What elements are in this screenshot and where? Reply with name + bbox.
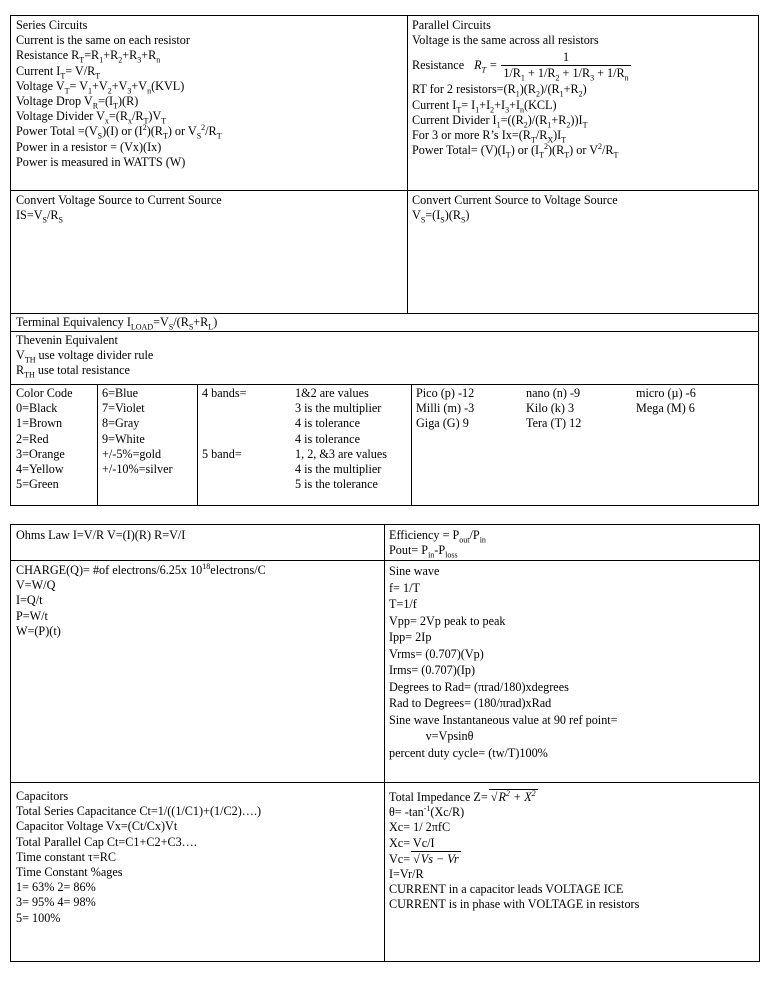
text-line: Power Total $=(V_S)(I)$ or $(I^2)(R_T)$ or $V_S^2/R_T$ [16, 123, 222, 141]
text-line: Color Code [16, 386, 73, 400]
text-line: +/-10%=silver [102, 462, 173, 477]
text-line: +/-5%=gold [102, 446, 162, 461]
convert-i-title: Convert Current Source to Voltage Source [412, 193, 618, 207]
text-line: 4=Yellow [16, 462, 64, 477]
text-line: Irms= (0.707)(Ip) [389, 663, 476, 677]
text-line: Current Divider $I_1=((R_2)/(R_1+R_2))I_T$ [412, 112, 588, 130]
band-count-col [197, 385, 287, 462]
convert-current-source-cell [407, 191, 758, 223]
text-line: Tera (T) 12 [526, 416, 582, 431]
parallel-resistance-formula [412, 48, 758, 82]
parallel-circuits-cell [407, 16, 758, 158]
convert-v-formula: $IS=V_S/R_S$ [16, 208, 63, 225]
sine-wave-cell [384, 561, 759, 761]
text-line: 4 is tolerance [295, 431, 360, 446]
text-line: Total Impedance $Z= √R^2 + X^2$ [389, 788, 536, 804]
charge-lines [16, 563, 384, 639]
text-line: Xc= 1/ 2πfC [389, 820, 451, 835]
text-line: Pout= $P_{in}-P_{loss}$ [389, 543, 458, 560]
text-line: v=Vpsinθ [389, 729, 474, 743]
text-line: 0=Black [16, 401, 58, 416]
text-line: f= 1/T [389, 580, 420, 595]
text-line: 6=Blue [102, 386, 138, 400]
text-line: I=Q/t [16, 593, 43, 608]
prefix-col-1 [411, 385, 521, 432]
terminal-formula: Terminal Equivalency $I_{LOAD}=V_S/(R_S+R_L)$ [16, 315, 218, 332]
text-line: Pico (p) -12 [416, 386, 475, 400]
text-line: Power in a resistor = (Vx)(Ix) [16, 139, 162, 154]
text-line: Efficiency = $P_{out}/P_{in}$ [389, 528, 486, 545]
prefix-list [636, 386, 758, 416]
text-line: 5= 100% [16, 910, 61, 925]
text-line: micro (µ) -6 [636, 386, 696, 400]
text-line: Vpp= 2Vp peak to peak [389, 613, 506, 628]
text-line: Rad to Degrees= (180/πrad)xRad [389, 696, 552, 710]
text-line: Sine wave [389, 564, 440, 578]
text-line: 5 is the tolerance [295, 477, 378, 492]
text-line: Time Constant %ages [16, 865, 123, 880]
text-line: 3 is the multiplier [295, 401, 382, 416]
series-title: Series Circuits [16, 18, 88, 32]
ohms-law-formula: Ohms Law I=V/R V=(I)(R) R=V/I [16, 528, 186, 542]
thevenin-lines [16, 333, 758, 379]
prefix-col-3 [631, 385, 758, 416]
band-count-list [202, 386, 287, 462]
text-line: Current is the same on each resistor [16, 33, 190, 48]
text-line: W=(P)(t) [16, 623, 61, 638]
parallel-title: Parallel Circuits [412, 18, 491, 32]
text-line: Ipp= 2Ip [389, 630, 432, 644]
text-line: 7=Violet [102, 401, 145, 416]
text-line: Voltage $V_T= V_1+V_2+V_3+V_n(KVL)$ [16, 78, 185, 96]
text-line: Voltage Divider $V_x=(R_x/R_T)V_T$ [16, 109, 167, 126]
text-line: Time constant τ=RC [16, 849, 117, 864]
resistance-label: Resistance [412, 57, 465, 72]
fraction-denominator: $1/R_1 + 1/R_2 + 1/R_3 + 1/R_n$ [503, 65, 629, 83]
text-line: Milli (m) -3 [416, 401, 475, 416]
rt-fraction [501, 50, 630, 81]
parallel-lines [412, 82, 758, 158]
text-line: 1&2 are values [295, 386, 369, 400]
efficiency-lines [389, 528, 759, 558]
text-line: 8=Gray [102, 416, 140, 431]
rt-label: $R_T$ = [474, 57, 498, 75]
charge-cell [11, 561, 384, 639]
convert-voltage-source-cell [11, 191, 407, 223]
text-line: $V_{TH}$ use voltage divider rule [16, 348, 154, 365]
text-line: $R_{TH}$ use total resistance [16, 363, 130, 380]
text-line: 3=Orange [16, 446, 65, 461]
text-line: Vrms= (0.707)(Vp) [389, 646, 484, 661]
text-line: Power is measured in WATTS (W) [16, 154, 186, 169]
text-line: 1= 63% 2= 86% [16, 880, 96, 895]
capacitors-cell [11, 787, 384, 926]
series-circuits-cell [11, 16, 407, 170]
efficiency-cell [384, 525, 759, 558]
text-line: Giga (G) 9 [416, 416, 469, 431]
text-line: CHARGE(Q)= #of electrons/6.25x $10^{18}electrons/C$ [16, 561, 266, 577]
text-line: Xc= Vc/I [389, 835, 435, 850]
impedance-cell [384, 787, 759, 913]
text-line: $\theta= -\tan^{-1}(Xc/R)$ [389, 804, 465, 820]
series-lines [16, 33, 407, 170]
text-line: CURRENT in a capacitor leads VOLTAGE ICE [389, 882, 624, 897]
text-line [202, 416, 287, 431]
text-line [202, 432, 287, 447]
text-line: Degrees to Rad= (πrad/180)xdegrees [389, 679, 569, 694]
convert-v-title: Convert Voltage Source to Current Source [16, 193, 222, 207]
text-line: 2=Red [16, 431, 49, 446]
text-line: Total Parallel Cap Ct=C1+C2+C3…. [16, 834, 197, 849]
text-line: Vc= √Vs − Vr [389, 851, 459, 866]
text-line: T=1/f [389, 597, 417, 611]
formula-table-ohms [10, 524, 760, 962]
text-line: Power Total= $(V)(I_T)$ or $(I_T^2)(R_T)$ or $V^2/R_T$ [412, 142, 619, 160]
text-line: Capacitors [16, 789, 69, 803]
text-line: percent duty cycle= (tw/T)100% [389, 745, 548, 760]
impedance-lines [389, 789, 759, 913]
divider [11, 782, 759, 783]
text-line: 9=White [102, 431, 145, 446]
text-line: Voltage Drop $V_R=(I_T)(R)$ [16, 94, 139, 111]
text-line: 4 is tolerance [295, 416, 360, 431]
color-code-col-2 [97, 385, 197, 477]
text-line: V=W/Q [16, 578, 56, 593]
capacitor-lines [16, 789, 384, 926]
ohms-law-cell [11, 525, 384, 543]
text-line: 1=Brown [16, 416, 63, 431]
band-meaning-col [287, 385, 411, 492]
text-line: Capacitor Voltage Vx=(Ct/Cx)Vt [16, 819, 178, 834]
text-line: 1, 2, &3 are values [295, 446, 388, 461]
text-line: Thevenin Equivalent [16, 333, 118, 347]
convert-i-formula: $V_S=(I_S)(R_S)$ [412, 208, 470, 225]
text-line: nano (n) -9 [526, 386, 581, 400]
terminal-equivalency-cell [11, 314, 758, 330]
prefix-list [526, 386, 631, 432]
text-line: Kilo (k) 3 [526, 401, 575, 416]
text-line: 4 bands= [202, 386, 247, 400]
text-line: Sine wave Instantaneous value at 90 ref point= [389, 712, 618, 727]
color-code-col-1 [11, 385, 97, 492]
text-line: 4 is the multiplier [295, 462, 382, 477]
text-line: RT for 2 $resistors=(R_1)(R_2)/(R_1+R_2)$ [412, 82, 587, 99]
text-line: I=Vr/R [389, 867, 424, 882]
text-line: Current $I_T= I_1+I_2+I_3+I_n(KCL)$ [412, 97, 557, 115]
parallel-line: Voltage is the same across all resistors [412, 33, 599, 48]
text-line [202, 401, 287, 416]
prefix-col-2 [521, 385, 631, 432]
text-line: Current $I_T= V/R_T$ [16, 63, 101, 81]
text-line: Mega (M) 6 [636, 401, 695, 416]
text-line: CURRENT is in phase with VOLTAGE in resistors [389, 897, 640, 912]
text-line: Resistance $R_T=R_1+R_2+R_3+R_n$ [16, 48, 161, 65]
band-meaning-list [295, 386, 411, 492]
text-line: Total Series Capacitance Ct=1/((1/C1)+(1/C2)….) [16, 804, 262, 819]
text-line: P=W/t [16, 608, 48, 623]
prefix-list [416, 386, 521, 432]
text-line: 5 band= [202, 446, 242, 461]
color-code-list [16, 386, 97, 492]
sine-wave-lines [389, 563, 759, 761]
fraction-numerator: 1 [501, 50, 630, 66]
formula-table-circuits [10, 15, 759, 506]
text-line: 5=Green [16, 477, 59, 492]
thevenin-cell [11, 332, 758, 379]
text-line: 3= 95% 4= 98% [16, 895, 96, 910]
text-line: For 3 or more R’s $Ix=(R_T/R_X)I_T$ [412, 128, 567, 145]
color-code-list [102, 386, 197, 477]
